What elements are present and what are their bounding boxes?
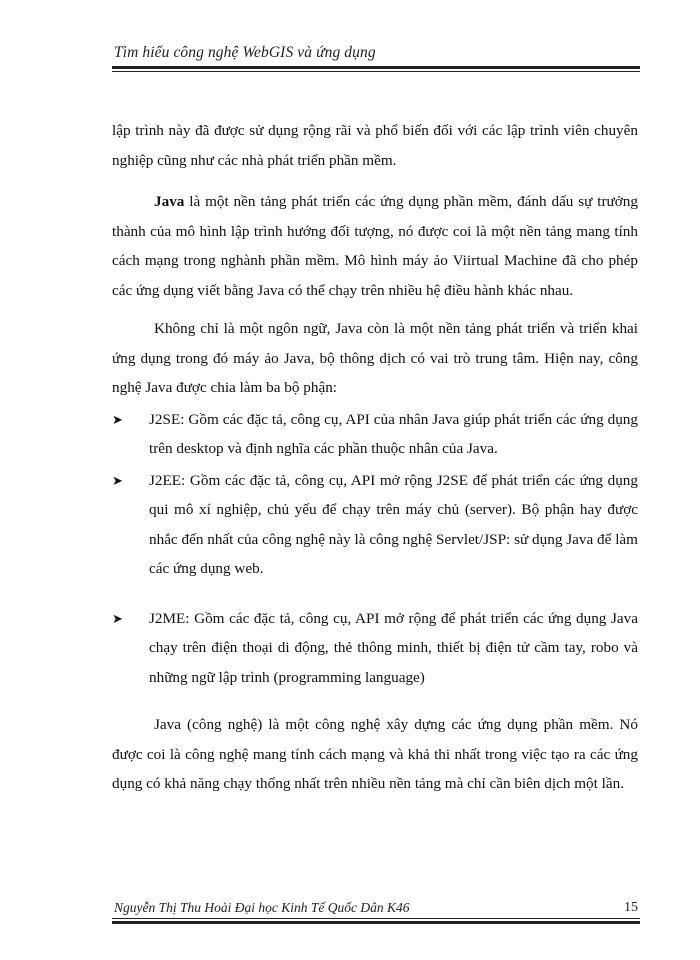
list-item-j2se	[112, 405, 638, 464]
page-number: 15	[624, 900, 638, 915]
page-footer	[112, 900, 640, 924]
java-bold-term: Java	[154, 193, 185, 210]
footer-author: Nguyễn Thị Thu Hoài Đại học Kinh Tế Quốc Dân K46	[114, 900, 410, 915]
footer-rule-thick	[112, 921, 640, 924]
list-item-text: J2EE: Gồm các đặc tả, công cụ, API mở rộng J2SE để phát triển các ứng dụng qui mô xí nghiệp, chủ yếu để chạy trên máy chủ (server). Bộ phận hay được nhắc đến nhất của công nghệ này là công nghệ Servlet/JSP: sử dụng Java để làm các ứng dụng web.	[149, 471, 638, 577]
paragraph-continuation: lập trình này đã được sử dụng rộng rãi và phổ biến đối với các lập trình viên chuyên nghiệp cũng như các nhà phát triển phần mềm.	[112, 122, 638, 169]
list-item-text: J2ME: Gồm các đặc tả, công cụ, API mở rộng để phát triển các ứng dụng Java chạy trên điện thoại di động, thẻ thông minh, thiết bị điện tử cầm tay, robo và những ngữ lập trình (programming language)	[149, 609, 638, 686]
list-item-j2me	[112, 604, 638, 693]
arrow-bullet-icon: ➤	[112, 411, 123, 427]
paragraph-java-technology: Java (công nghệ) là một công nghệ xây dựng các ứng dụng phần mềm. Nó được coi là công nghệ mang tính cách mạng và khả thi nhất trong việc tạo ra các ứng dụng có khả năng chạy thống nhất trên nhiều nền tảng mà chỉ cần biên dịch một lần.	[112, 716, 638, 792]
arrow-bullet-icon: ➤	[112, 472, 123, 488]
header-rule-thick	[112, 66, 640, 69]
paragraph-java-platform-text: là một nền tảng phát triển các ứng dụng phần mềm, đánh dấu sự trưởng thành của mô hình lập trình hướng đối tượng, nó được coi là một nền tảng mang tính cách mạng trong nghành phần mềm. Mô hình máy ảo Viirtual Machine đã cho phép các ứng dụng viết bằng Java có thể chạy trên nhiều hệ điều hành khác nhau.	[112, 193, 638, 299]
java-editions-list	[112, 405, 638, 693]
header-title: Tìm hiểu công nghệ WebGIS và ứng dụng	[114, 44, 376, 61]
page-header	[112, 44, 640, 72]
page-content	[112, 116, 638, 808]
list-item-text: J2SE: Gồm các đặc tả, công cụ, API của nhân Java giúp phát triển các ứng dụng trên desktop và định nghĩa các phần thuộc nhân của Java.	[149, 410, 638, 457]
footer-rule-thin	[112, 918, 640, 919]
arrow-bullet-icon: ➤	[112, 610, 123, 626]
paragraph-java-parts-intro: Không chỉ là một ngôn ngữ, Java còn là một nền tảng phát triển và triển khai ứng dụng trong đó máy ảo Java, bộ thông dịch có vai trò trung tâm. Hiện nay, công nghệ Java được chia làm ba bộ phận:	[112, 320, 638, 396]
header-rule-thin	[112, 71, 640, 72]
list-item-j2ee	[112, 466, 638, 584]
paragraph-java-platform	[112, 187, 638, 305]
